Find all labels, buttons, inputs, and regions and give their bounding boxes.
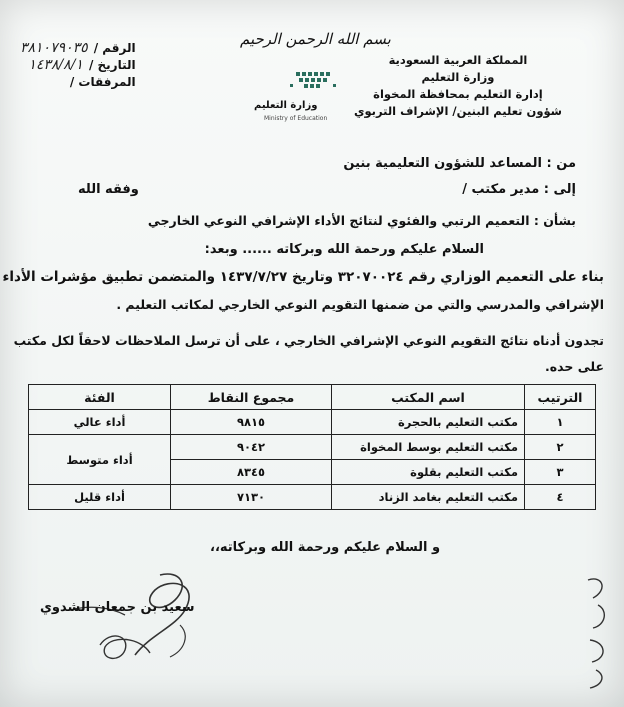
letter-from: من : المساعد للشؤون التعليمية بنين [343,156,576,171]
handwritten-signature-icon [40,565,240,675]
header-left-block [20,40,136,91]
header-right-block [354,52,562,120]
category-cell: أداء عالي [29,410,171,435]
paragraph-1-line-1: بناء على التعميم الوزاري رقم ٣٢٠٧٠٠٢٤ وتاريخ ١٤٣٧/٧/٢٧ والمتضمن تطبيق مؤشرات الأداء [2,269,604,285]
logo-text: وزارة التعليم [254,100,318,111]
header-ministry: وزارة التعليم [421,70,495,84]
margin-note-icon [578,570,618,690]
date-label: التاريخ / [88,58,136,72]
table-header-row [29,385,596,410]
attachments-row [20,74,136,91]
letter-closing: و السلام عليكم ورحمة الله وبركاته،، [210,540,441,555]
col-rank-header: الترتيب [525,385,596,410]
date-row [20,57,136,74]
letter-wafaqahu: وفقه الله [78,182,139,197]
col-points-header: مجموع النقاط [171,385,332,410]
header-kingdom: المملكة العربية السعودية [388,53,528,67]
table-row [29,435,596,460]
signature-name: سعيد بن جمعان الشدوي [40,600,195,615]
points-cell: ٧١٣٠ [171,485,332,510]
paragraph-1-line-2: الإشرافي والمدرسي والتي من ضمنها التقويم النوعي الخارجي لمكاتب التعليم . [116,297,604,312]
col-category-header: الفئة [29,385,171,410]
points-cell: ٨٣٤٥ [171,460,332,485]
letter-to: إلى : مدير مكتب / [462,182,576,197]
date-value: ١٤٣٨/٨/١ [28,57,83,73]
ministry-logo-icon [270,68,360,98]
category-cell: أداء قليل [29,485,171,510]
table-row [29,485,596,510]
office-cell: مكتب التعليم بوسط المخواة [332,435,525,460]
points-cell: ٩٠٤٢ [171,435,332,460]
col-office-header: اسم المكتب [332,385,525,410]
bismillah: بسم الله الرحمن الرحيم [240,30,391,48]
paragraph-2-line-1: تجدون أدناه نتائج التقويم النوعي الإشرافي الخارجي ، على أن ترسل الملاحظات لاحقاً لكل مكتب [13,333,604,348]
number-label: الرقم / [93,41,136,55]
number-row [20,40,136,57]
header-directorate: إدارة التعليم بمحافظة المخواة [373,87,543,101]
rank-cell: ٣ [525,460,596,485]
office-cell: مكتب التعليم بقلوة [332,460,525,485]
letter-greeting: السلام عليكم ورحمة الله وبركاته ...... وبعد: [204,242,484,257]
office-cell: مكتب التعليم بالحجرة [332,410,525,435]
number-value: ٣٨١٠٧٩٠٣٥ [20,40,88,56]
letter-subject: بشأن : التعميم الرتبي والفئوي لنتائج الأداء الإشرافي النوعي الخارجي [147,213,576,228]
header-department: شؤون تعليم البنين/ الإشراف التربوي [353,104,562,118]
results-table [28,384,596,510]
rank-cell: ٢ [525,435,596,460]
logo-subtitle: Ministry of Education [264,115,328,122]
points-cell: ٩٨١٥ [171,410,332,435]
paragraph-2-line-2: على حده. [545,359,604,374]
rank-cell: ١ [525,410,596,435]
office-cell: مكتب التعليم بغامد الزناد [332,485,525,510]
rank-cell: ٤ [525,485,596,510]
attachments-label: المرفقات / [69,75,136,89]
category-cell: أداء متوسط [29,435,171,485]
table-row [29,410,596,435]
